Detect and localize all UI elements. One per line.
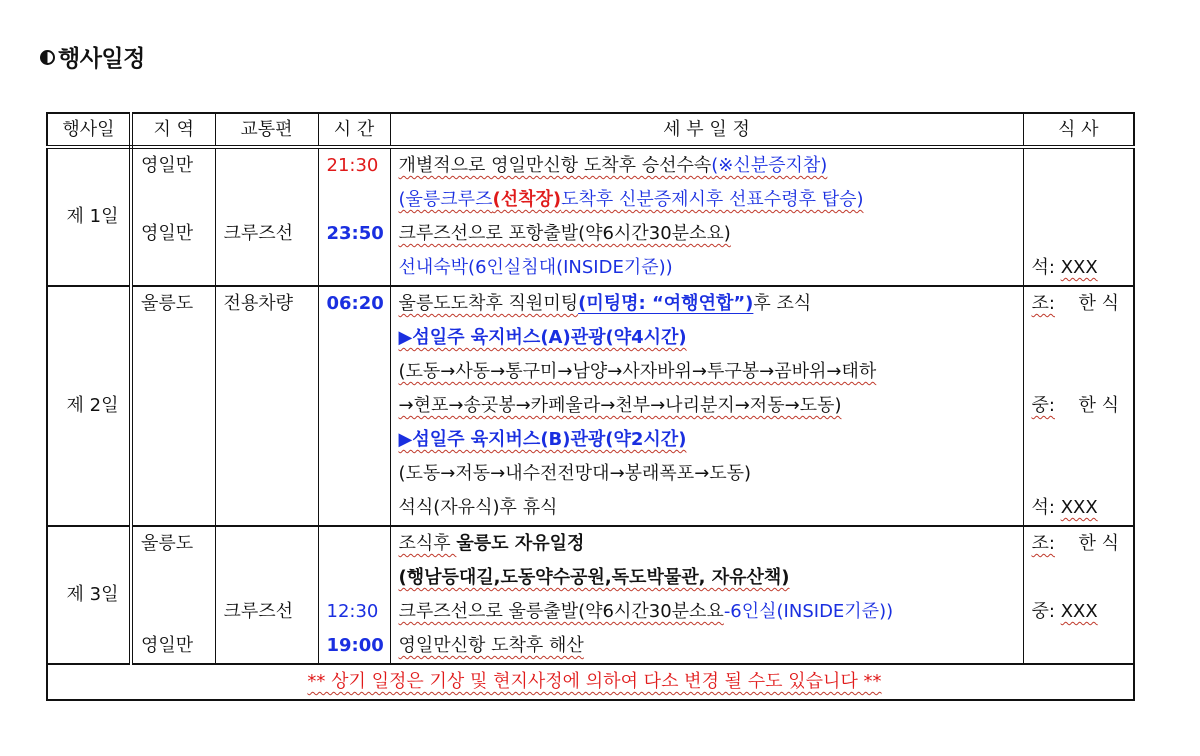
time-cell — [318, 457, 390, 491]
time-cell — [318, 491, 390, 526]
region-cell — [131, 595, 215, 629]
region-cell — [131, 491, 215, 526]
table-row — [47, 321, 1134, 355]
header-row — [47, 113, 1134, 147]
detail-cell — [390, 561, 1023, 595]
detail-cell — [390, 147, 1023, 183]
transport-cell: 전용차량 — [215, 286, 318, 321]
time-cell: 06:20 — [318, 286, 390, 321]
transport-cell — [215, 147, 318, 183]
time-cell — [318, 561, 390, 595]
time-cell — [318, 251, 390, 286]
region-cell: 영일만 — [131, 217, 215, 251]
header-day: 행사일 — [47, 113, 131, 147]
transport-cell — [215, 355, 318, 389]
detail-cell: 선내숙박(6인실침대(INSIDE기준)) — [390, 251, 1023, 286]
detail-text: 울릉도도착후 직원미팅 — [398, 293, 579, 314]
day-label: 제 1일 — [47, 147, 131, 286]
table-row — [47, 423, 1134, 457]
transport-cell — [215, 183, 318, 217]
table-row — [47, 526, 1134, 561]
time-cell: 12:30 — [318, 595, 390, 629]
table-row — [47, 561, 1134, 595]
footer-note-text: ** 상기 일정은 기상 및 현지사정에 의하여 다소 변경 될 수도 있습니다 ** — [307, 671, 882, 692]
meal-label: 중: — [1031, 395, 1055, 416]
transport-cell — [215, 423, 318, 457]
meal-cell — [1023, 355, 1134, 389]
time-cell — [318, 183, 390, 217]
detail-text: ▶섬일주 육지버스(B)관광(약2시간) — [398, 429, 687, 450]
detail-text: (도동→사동→통구미→남양→사자바위→투구봉→곰바위→태하 — [398, 361, 877, 382]
time-cell — [318, 526, 390, 561]
detail-cell — [390, 423, 1023, 457]
meal-cell — [1023, 321, 1134, 355]
transport-cell — [215, 491, 318, 526]
header-meal: 식 사 — [1023, 113, 1134, 147]
detail-cell — [390, 595, 1023, 629]
meal-cell — [1023, 389, 1134, 423]
meal-cell — [1023, 526, 1134, 561]
detail-cell — [390, 321, 1023, 355]
detail-text: →현포→송곳봉→카페울라→천부→나리분지→저동→도동) — [398, 395, 842, 416]
day-label: 제 3일 — [47, 526, 131, 664]
time-cell — [318, 355, 390, 389]
detail-note: (※신분증지참) — [711, 155, 828, 176]
meal-cell — [1023, 595, 1134, 629]
detail-text: 도착후 신분증제시후 선표수령후 탑승) — [561, 189, 864, 210]
detail-cell — [390, 629, 1023, 664]
detail-cell — [390, 355, 1023, 389]
half-circle-icon — [40, 50, 55, 65]
transport-cell: 크루즈선 — [215, 217, 318, 251]
transport-cell: 크루즈선 — [215, 595, 318, 629]
region-cell: 울릉도 — [131, 526, 215, 561]
detail-cell — [390, 389, 1023, 423]
page-title — [40, 40, 145, 73]
time-cell: 23:50 — [318, 217, 390, 251]
region-cell — [131, 389, 215, 423]
detail-text: (울릉크루즈 — [398, 189, 493, 210]
detail-cell — [390, 217, 1023, 251]
time-cell — [318, 423, 390, 457]
time-cell — [318, 321, 390, 355]
meal-value: XXX — [1060, 257, 1098, 278]
detail-highlight: (선착장) — [492, 189, 562, 210]
page-title-text: 행사일정 — [58, 46, 145, 72]
detail-highlight: (미팅명: “여행연합”) — [578, 293, 754, 314]
table-row — [47, 629, 1134, 664]
meal-cell — [1023, 251, 1134, 286]
detail-text: 개별적으로 영일만신항 도착후 승선수속 — [398, 155, 712, 176]
meal-value: 한 식 — [1078, 293, 1119, 314]
time-cell: 19:00 — [318, 629, 390, 664]
region-cell — [131, 561, 215, 595]
meal-cell — [1023, 491, 1134, 526]
table-row — [47, 147, 1134, 183]
detail-note: -6인실(INSIDE기준)) — [723, 601, 894, 622]
schedule-table — [46, 112, 1135, 701]
table-row — [47, 355, 1134, 389]
meal-value: 한 식 — [1078, 533, 1119, 554]
detail-text: 크루즈선으로 울릉출발(약6시간30분소요 — [398, 601, 724, 622]
header-transport: 교통편 — [215, 113, 318, 147]
region-cell: 영일만 — [131, 147, 215, 183]
transport-cell — [215, 561, 318, 595]
transport-cell — [215, 321, 318, 355]
region-cell — [131, 251, 215, 286]
detail-text: 후 조식 — [753, 293, 812, 314]
region-cell — [131, 423, 215, 457]
detail-text: 조식후 — [398, 533, 457, 554]
detail-cell: 석식(자유식)후 휴식 — [390, 491, 1023, 526]
meal-label: 조: — [1031, 533, 1055, 554]
detail-text: (행남등대길,도동약수공원,독도박물관, 자유산책) — [398, 567, 790, 588]
meal-cell — [1023, 423, 1134, 457]
meal-cell — [1023, 457, 1134, 491]
detail-text: 영일만신항 도착후 해산 — [398, 635, 584, 656]
table-row — [47, 595, 1134, 629]
transport-cell — [215, 389, 318, 423]
table-row — [47, 389, 1134, 423]
detail-highlight: 울릉도 자유일정 — [456, 533, 585, 554]
region-cell — [131, 457, 215, 491]
region-cell — [131, 183, 215, 217]
detail-cell — [390, 183, 1023, 217]
detail-cell — [390, 286, 1023, 321]
table-row — [47, 183, 1134, 217]
time-cell: 21:30 — [318, 147, 390, 183]
footer-row — [47, 664, 1134, 700]
table-row — [47, 251, 1134, 286]
meal-value: XXX — [1060, 601, 1098, 622]
region-cell: 울릉도 — [131, 286, 215, 321]
meal-cell — [1023, 147, 1134, 251]
meal-label: 석: — [1031, 257, 1055, 278]
transport-cell — [215, 457, 318, 491]
meal-label: 석: — [1031, 497, 1055, 518]
meal-label: 중: — [1031, 601, 1055, 622]
table-row — [47, 457, 1134, 491]
meal-value: 한 식 — [1078, 395, 1119, 416]
header-detail: 세 부 일 정 — [390, 113, 1023, 147]
meal-cell — [1023, 561, 1134, 595]
table-row — [47, 491, 1134, 526]
detail-cell: (도동→저동→내수전전망대→봉래폭포→도동) — [390, 457, 1023, 491]
meal-value: XXX — [1060, 497, 1098, 518]
region-cell — [131, 355, 215, 389]
time-cell — [318, 389, 390, 423]
transport-cell — [215, 629, 318, 664]
transport-cell — [215, 251, 318, 286]
footer-note — [47, 664, 1134, 700]
detail-text: ▶섬일주 육지버스(A)관광(약4시간) — [398, 327, 687, 348]
header-region: 지 역 — [131, 113, 215, 147]
meal-cell — [1023, 286, 1134, 321]
meal-label: 조: — [1031, 293, 1055, 314]
detail-text: 크루즈선으로 포항출발(약6시간30분소요) — [398, 223, 731, 244]
transport-cell — [215, 526, 318, 561]
detail-cell — [390, 526, 1023, 561]
table-row — [47, 286, 1134, 321]
meal-cell — [1023, 629, 1134, 664]
table-row — [47, 217, 1134, 251]
day-label: 제 2일 — [47, 286, 131, 526]
region-cell: 영일만 — [131, 629, 215, 664]
region-cell — [131, 321, 215, 355]
header-time: 시 간 — [318, 113, 390, 147]
